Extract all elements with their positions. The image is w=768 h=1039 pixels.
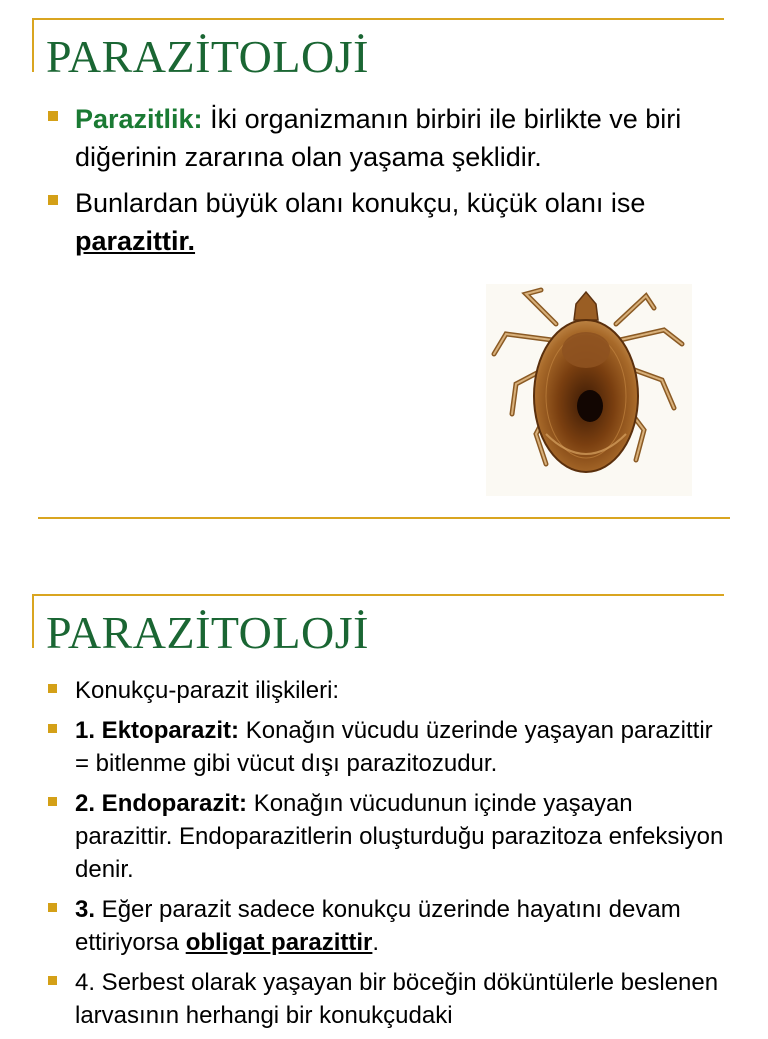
slide-top-rule <box>32 18 724 20</box>
list-item <box>44 674 732 707</box>
item-prefix: 3. <box>75 896 96 923</box>
term-label: Parazitlik: <box>75 104 203 134</box>
bullet-list <box>44 100 732 268</box>
bullet-square-icon <box>48 195 58 205</box>
page-title: PARAZİTOLOJİ <box>46 31 369 82</box>
bullet-square-icon <box>48 976 57 985</box>
slide-left-rule <box>32 594 34 648</box>
bullet-square-icon <box>48 111 58 121</box>
bullet-square-icon <box>48 684 57 693</box>
slide-top-rule <box>32 594 724 596</box>
list-item <box>44 787 732 886</box>
item-prefix: 2. Endoparazit: <box>75 790 248 817</box>
list-item <box>44 893 732 959</box>
bullet-square-icon <box>48 724 57 733</box>
list-item <box>44 100 732 176</box>
page-title: PARAZİTOLOJİ <box>46 607 369 658</box>
list-item <box>44 714 732 780</box>
list-item <box>44 966 732 1032</box>
list-item <box>44 184 732 260</box>
bullet-text: Bunlardan büyük olanı konukçu, küçük olanı ise <box>75 188 646 218</box>
definition-text: İki organizmanın birbiri ile birlikte ve biri diğerinin zararına olan yaşama şeklidir. <box>75 104 682 172</box>
item-prefix: 1. Ektoparazit: <box>75 717 240 744</box>
item-tail: . <box>372 929 380 956</box>
item-text: 4. Serbest olarak yaşayan bir böceğin döküntülerle beslenen larvasının herhangi bir konukçudaki <box>75 969 719 1029</box>
item-text: Konağın vücudu üzerinde yaşayan parazittir = bitlenme gibi vücut dışı parazitozudur. <box>75 717 713 777</box>
slide-bottom-rule <box>38 517 730 519</box>
bullet-square-icon <box>48 797 57 806</box>
item-text: Konukçu-parazit ilişkileri: <box>75 677 340 704</box>
slide-2 <box>0 576 768 1029</box>
item-text: Konağın vücudunun içinde yaşayan parazittir. Endoparazitlerin oluşturduğu parazitoza enfeksiyon denir. <box>75 790 724 883</box>
emphasis-text: parazittir. <box>75 226 196 256</box>
slide-left-rule <box>32 18 34 72</box>
tick-parasite-icon <box>486 284 692 496</box>
bullet-list <box>44 674 732 1039</box>
bullet-square-icon <box>48 903 57 912</box>
emphasis-text: obligat parazittir <box>185 929 373 956</box>
item-text: Eğer parazit sadece konukçu üzerinde hayatını devam ettiriyorsa <box>75 896 681 956</box>
